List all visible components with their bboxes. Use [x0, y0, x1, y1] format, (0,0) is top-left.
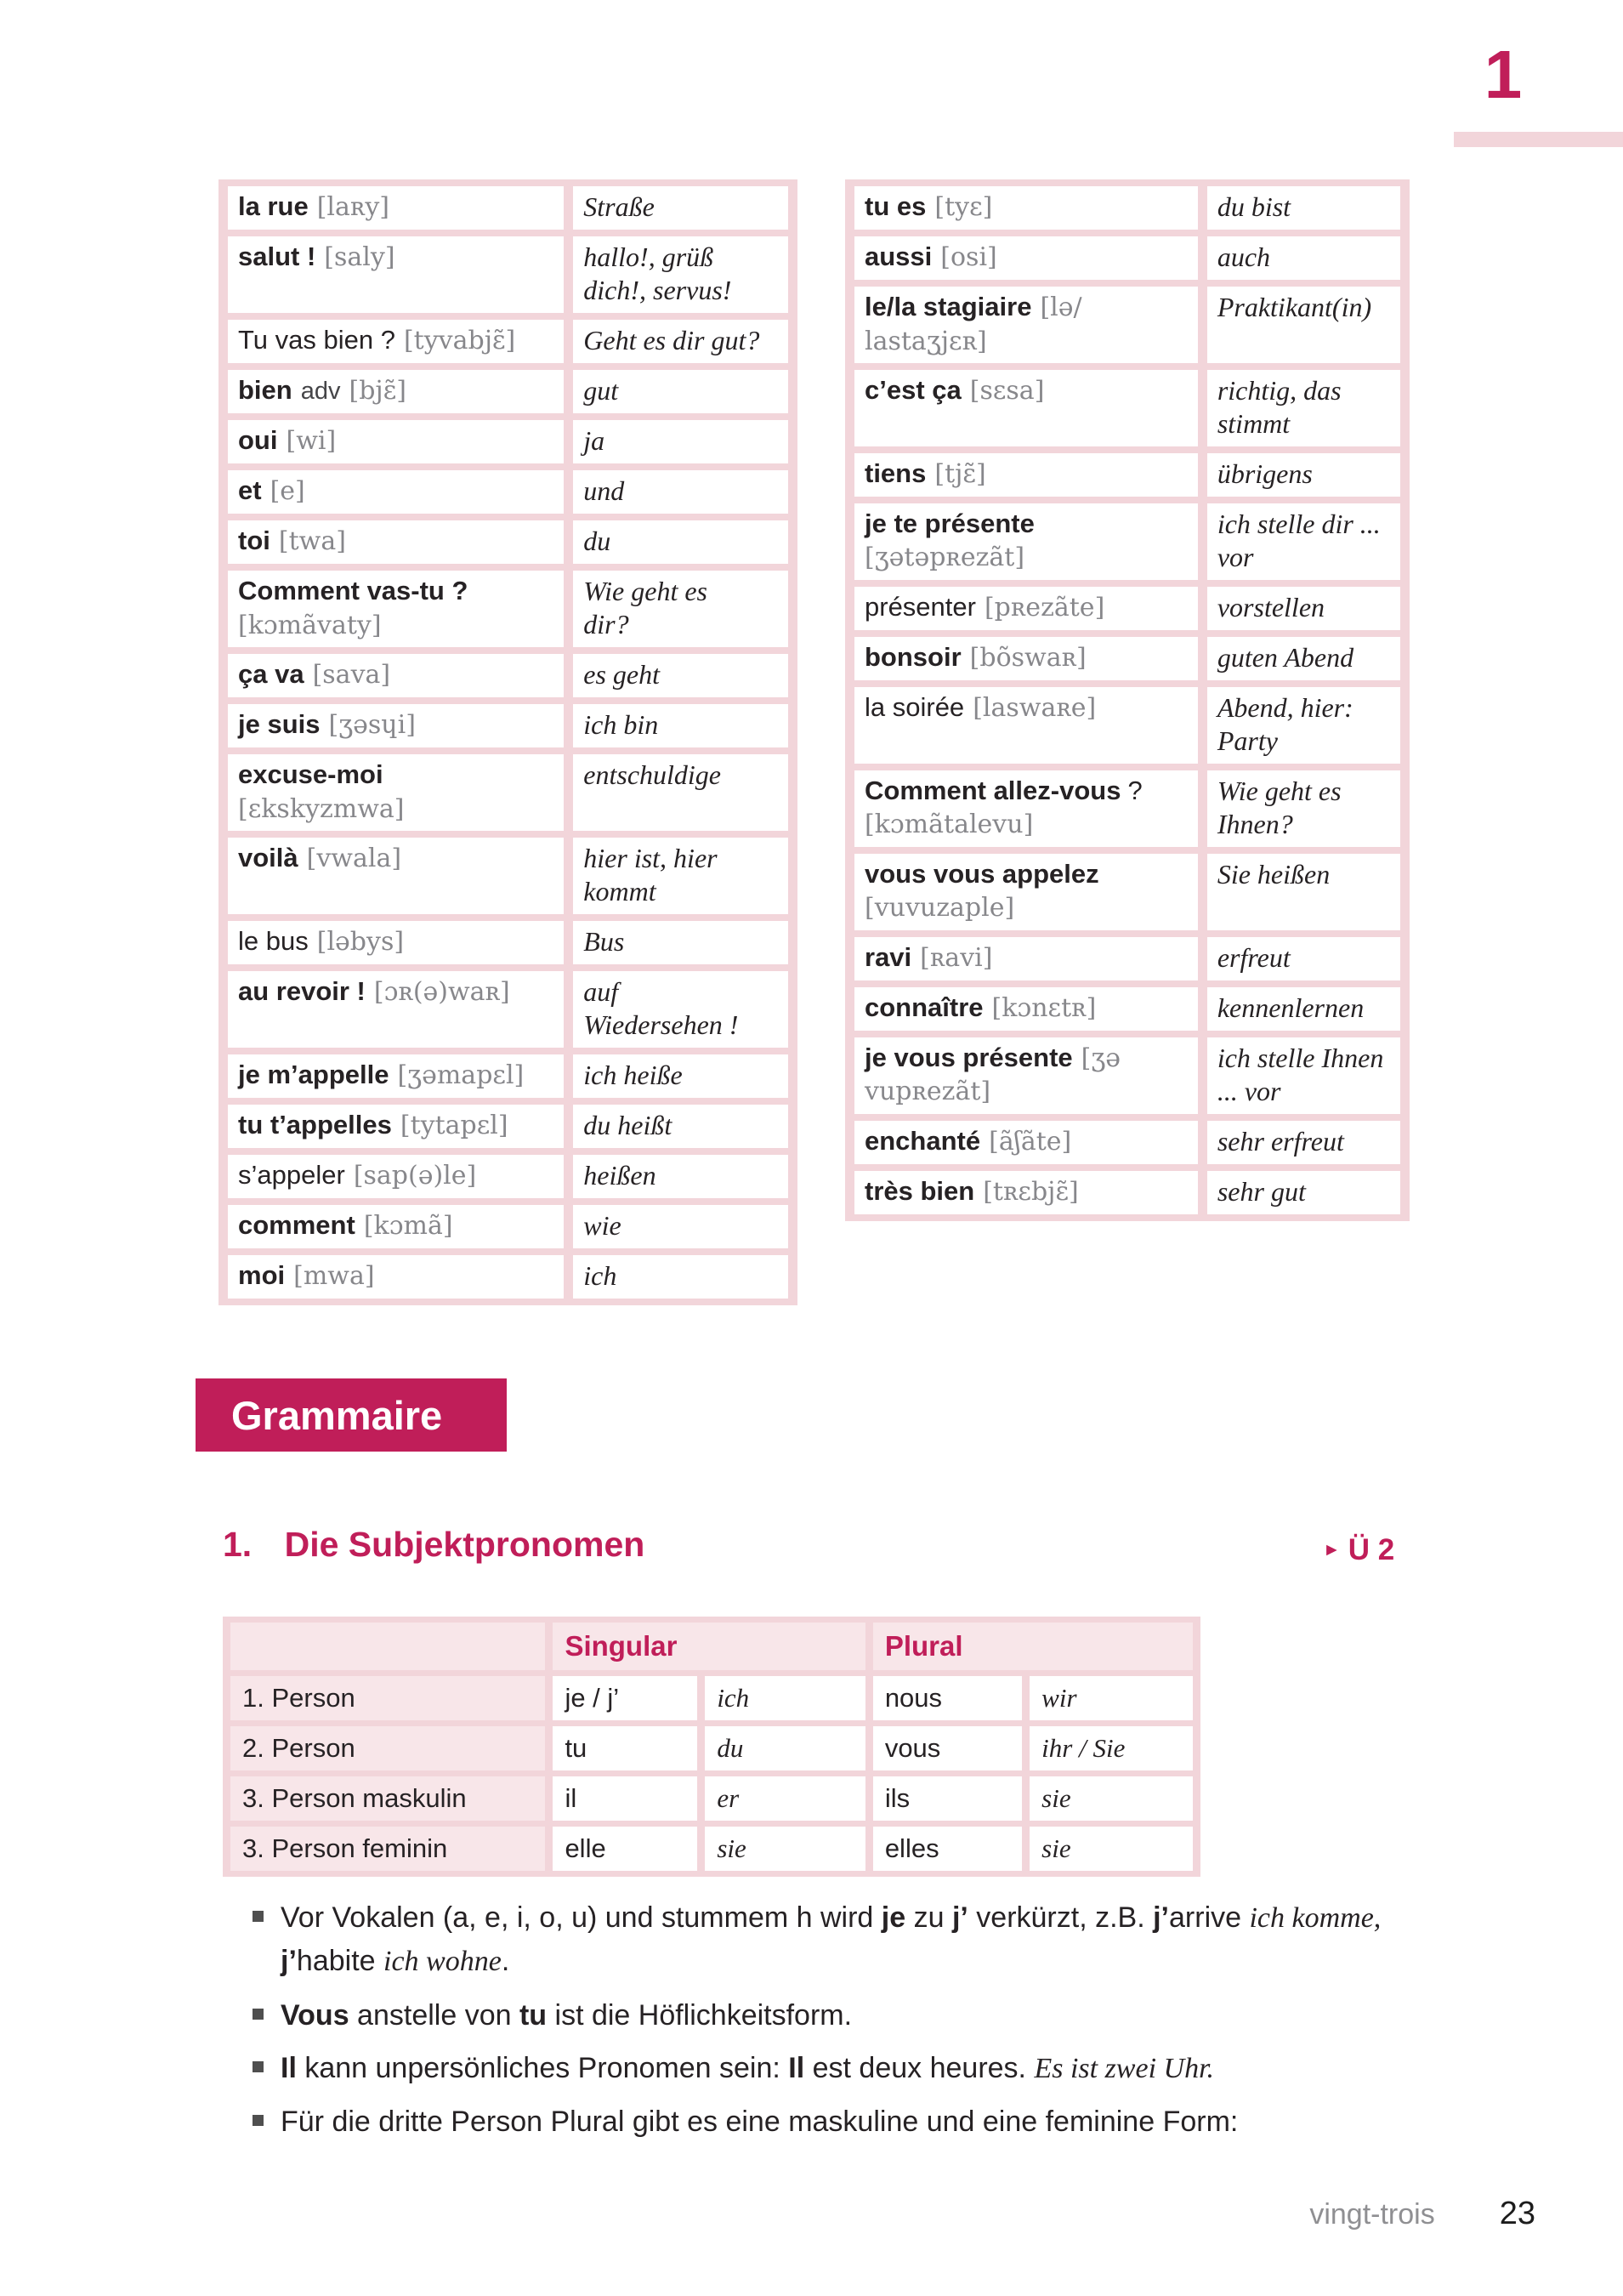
vocab-row	[228, 754, 788, 831]
pronoun-table-body	[230, 1676, 1193, 1871]
vocab-table-right-body	[854, 186, 1400, 1214]
french-term: oui	[238, 425, 278, 456]
french-term: bonsoir	[865, 641, 962, 672]
vocab-table-left-body	[228, 186, 788, 1299]
french-term: connaître	[865, 992, 984, 1022]
subsection-number: 1.	[223, 1525, 253, 1564]
vocab-row	[228, 704, 788, 747]
vocab-row	[854, 186, 1400, 230]
german-translation: ich bin	[573, 704, 788, 747]
german-translation: ja	[573, 420, 788, 463]
ipa-pronunciation: [ʒətəpʀezãt]	[865, 543, 1025, 573]
vocab-row	[854, 1037, 1400, 1114]
pronoun-table	[223, 1617, 1200, 1877]
french-entry	[854, 370, 1198, 446]
french-term: s’appeler	[238, 1160, 345, 1191]
french-term: je suis	[238, 709, 321, 740]
french-entry	[854, 186, 1198, 230]
note-item	[253, 1994, 1387, 2037]
vocab-row	[854, 770, 1400, 847]
french-term: vous vous appelez	[865, 859, 1099, 889]
german-pronoun-singular: sie	[705, 1827, 865, 1871]
exercise-reference-label: Ü 2	[1348, 1533, 1395, 1566]
french-pronoun-singular: tu	[553, 1726, 697, 1770]
grammar-notes-list	[253, 1896, 1387, 2154]
french-term: je vous présente	[865, 1042, 1073, 1072]
vocab-row	[854, 236, 1400, 280]
german-pronoun-singular: du	[705, 1726, 865, 1770]
german-translation: ich heiße	[573, 1054, 788, 1098]
pronoun-table-header-plural: Plural	[873, 1623, 1193, 1670]
french-term: et	[238, 475, 262, 506]
ipa-pronunciation: [osi]	[940, 242, 997, 273]
french-term: c’est ça	[865, 374, 962, 405]
french-term: très bien	[865, 1175, 975, 1206]
french-entry	[854, 453, 1198, 497]
note-text-segment: tu	[519, 1998, 548, 2032]
french-term: la rue	[238, 191, 309, 221]
note-item	[253, 2100, 1387, 2143]
ipa-pronunciation: [ʒə	[1081, 1043, 1121, 1073]
ipa-pronunciation: [kɔmãvaty]	[238, 610, 382, 640]
french-entry	[228, 186, 564, 230]
french-term: présenter	[865, 591, 976, 622]
french-entry	[854, 854, 1198, 930]
exercise-reference	[1323, 1533, 1394, 1567]
german-translation: ich	[573, 1255, 788, 1299]
german-translation: Geht es dir gut?	[573, 320, 788, 363]
person-label: 1. Person	[230, 1676, 545, 1720]
german-translation: hallo!, grüß dich!, servus!	[573, 236, 788, 313]
french-entry	[854, 1037, 1198, 1114]
ipa-pronunciation-continued: lastaʒjɛʀ]	[865, 326, 987, 356]
french-term: Tu vas bien ?	[238, 325, 395, 355]
vocab-row	[228, 520, 788, 564]
french-term: tu t’appelles	[238, 1110, 392, 1140]
ipa-pronunciation: [kɔnɛtʀ]	[991, 992, 1097, 1023]
note-text-segment: ich wohne	[383, 1946, 502, 1978]
vocab-list-left	[218, 179, 797, 1305]
ipa-pronunciation: [sava]	[312, 660, 391, 691]
note-text-segment: j’	[1153, 1901, 1170, 1934]
ipa-pronunciation: [tjɛ̃]	[934, 458, 986, 489]
vocab-table-left	[218, 179, 797, 1305]
pronoun-row	[230, 1726, 1193, 1770]
ipa-pronunciation: [ɔʀ(ə)waʀ]	[373, 977, 510, 1008]
french-term: ravi	[865, 941, 912, 972]
french-entry	[228, 971, 564, 1048]
french-pronoun-plural: ils	[873, 1776, 1022, 1821]
vocab-row	[228, 1205, 788, 1248]
grammaire-section-header	[196, 1378, 507, 1452]
french-term: voilà	[238, 843, 298, 872]
french-term: salut !	[238, 242, 316, 272]
ipa-pronunciation: [ʒəmapɛl]	[397, 1060, 525, 1091]
german-translation: vorstellen	[1207, 587, 1400, 630]
note-item	[253, 2047, 1387, 2090]
vocab-row	[854, 1121, 1400, 1164]
vocab-row	[854, 637, 1400, 680]
ipa-pronunciation: [tyvabjɛ̃]	[403, 326, 516, 356]
bullet-square-icon	[253, 1911, 264, 1922]
ipa-pronunciation: [ləbys]	[316, 927, 405, 958]
ipa-pronunciation: [bjɛ̃]	[349, 376, 406, 406]
german-pronoun-plural: sie	[1030, 1827, 1193, 1871]
french-entry	[854, 1121, 1198, 1164]
french-term: aussi	[865, 242, 933, 272]
french-term: le/la stagiaire	[865, 292, 1032, 322]
german-translation: ich stelle Ihnen ... vor	[1207, 1037, 1400, 1114]
french-entry	[228, 1105, 564, 1148]
note-text-segment: ist die Höflichkeitsform.	[547, 1998, 853, 2032]
note-text-segment: Il	[281, 2051, 297, 2084]
german-translation: du	[573, 520, 788, 564]
german-translation: guten Abend	[1207, 637, 1400, 680]
person-label: 3. Person maskulin	[230, 1776, 545, 1821]
ipa-pronunciation: [laswaʀe]	[973, 692, 1097, 723]
french-entry	[854, 1171, 1198, 1214]
note-text-segment: Für die dritte Person Plural gibt es eine maskuline und eine feminine Form:	[281, 2106, 1239, 2139]
vocab-list-right	[845, 179, 1410, 1221]
bullet-square-icon	[253, 2115, 264, 2126]
note-text-segment: .	[501, 1945, 510, 1978]
french-term: moi	[238, 1260, 286, 1291]
vocab-row	[228, 1155, 788, 1198]
german-translation: Wie geht es Ihnen?	[1207, 770, 1400, 847]
note-text-segment: habite	[296, 1945, 383, 1978]
note-text-segment: Es ist zwei Uhr.	[1034, 2052, 1215, 2084]
german-translation: es geht	[573, 654, 788, 697]
vocab-row	[228, 838, 788, 914]
vocab-row	[854, 453, 1400, 497]
subsection-heading	[223, 1525, 644, 1565]
french-term: ça va	[238, 659, 304, 690]
german-translation: hier ist, hier kommt	[573, 838, 788, 914]
pronoun-row	[230, 1676, 1193, 1720]
ipa-pronunciation: [mwa]	[293, 1261, 375, 1292]
french-entry	[228, 236, 564, 313]
pronoun-row	[230, 1827, 1193, 1871]
vocab-row	[854, 587, 1400, 630]
french-entry	[228, 320, 564, 363]
note-text-segment: Il	[788, 2051, 805, 2084]
french-entry	[228, 704, 564, 747]
ipa-pronunciation: [e]	[270, 476, 305, 507]
french-entry	[854, 937, 1198, 980]
vocab-row	[228, 370, 788, 413]
ipa-pronunciation-continued: vupʀezãt]	[865, 1077, 991, 1107]
german-translation: wie	[573, 1205, 788, 1248]
vocab-row	[854, 687, 1400, 764]
vocab-row	[228, 470, 788, 514]
ipa-pronunciation: [tʀɛbjɛ̃]	[983, 1176, 1079, 1207]
french-pronoun-singular: elle	[553, 1827, 697, 1871]
ipa-pronunciation: [ãʃãte]	[989, 1126, 1072, 1157]
note-text-segment: je	[881, 1901, 906, 1934]
french-pronoun-singular: je / j’	[553, 1676, 697, 1720]
pronoun-table-corner-cell	[230, 1623, 545, 1670]
german-translation: kennenlernen	[1207, 987, 1400, 1031]
page-number-word: vingt-trois	[1309, 2198, 1435, 2231]
french-term-suffix: ?	[1127, 775, 1143, 805]
vocab-row	[228, 1105, 788, 1148]
ipa-pronunciation: [vwala]	[306, 844, 402, 873]
french-term: Comment allez-vous	[865, 775, 1121, 805]
vocab-row	[854, 287, 1400, 363]
german-translation: Bus	[573, 921, 788, 964]
french-pronoun-plural: vous	[873, 1726, 1022, 1770]
note-item	[253, 1896, 1387, 1984]
french-entry	[854, 687, 1198, 764]
german-translation: entschuldige	[573, 754, 788, 831]
vocab-row	[228, 571, 788, 647]
ipa-pronunciation: [sap(ə)le]	[353, 1161, 477, 1191]
french-entry	[228, 470, 564, 514]
note-text-segment: j’	[281, 1945, 297, 1978]
vocab-row	[228, 320, 788, 363]
note-text-segment: arrive	[1169, 1901, 1250, 1934]
triangle-arrow-icon: ►	[1323, 1540, 1341, 1560]
french-entry	[228, 520, 564, 564]
subsection-title: Die Subjektpronomen	[284, 1525, 645, 1564]
french-term: la soirée	[865, 691, 965, 722]
note-text-segment: ich komme,	[1249, 1902, 1382, 1934]
german-translation: Sie heißen	[1207, 854, 1400, 930]
german-translation: ich stelle dir ... vor	[1207, 503, 1400, 580]
ipa-pronunciation: [tyɛ]	[934, 192, 993, 222]
french-term: le bus	[238, 926, 309, 957]
french-entry	[854, 236, 1198, 280]
german-translation: gut	[573, 370, 788, 413]
french-term: excuse-moi	[238, 759, 383, 790]
french-entry	[228, 571, 564, 647]
french-entry	[228, 1205, 564, 1248]
german-translation: auf Wiedersehen !	[573, 971, 788, 1048]
french-term: toi	[238, 526, 270, 556]
pronoun-table-header-singular: Singular	[553, 1623, 865, 1670]
french-pronoun-plural: elles	[873, 1827, 1022, 1871]
vocab-row	[854, 1171, 1400, 1214]
french-term: je m’appelle	[238, 1060, 389, 1090]
german-pronoun-singular: er	[705, 1776, 865, 1821]
vocab-row	[228, 420, 788, 463]
french-pronoun-singular: il	[553, 1776, 697, 1821]
german-pronoun-singular: ich	[705, 1676, 865, 1720]
german-translation: sehr erfreut	[1207, 1121, 1400, 1164]
ipa-pronunciation: [tytapɛl]	[400, 1111, 508, 1141]
ipa-pronunciation: [twa]	[278, 526, 346, 557]
bullet-square-icon	[253, 2061, 264, 2072]
page-footer	[1309, 2196, 1535, 2232]
ipa-pronunciation: [kɔmã]	[363, 1211, 453, 1242]
german-translation: du bist	[1207, 186, 1400, 230]
note-text-segment: verkürzt, z.B.	[968, 1901, 1154, 1934]
french-term: tu es	[865, 191, 927, 221]
german-translation: erfreut	[1207, 937, 1400, 980]
ipa-pronunciation: [ʒəsɥi]	[328, 710, 416, 741]
pronoun-table-head	[230, 1623, 1193, 1670]
unit-accent-bar	[1454, 132, 1623, 147]
unit-number: 1	[1484, 37, 1523, 112]
bullet-square-icon	[253, 2009, 264, 2020]
vocab-row	[228, 971, 788, 1048]
french-entry	[228, 1155, 564, 1198]
vocab-row	[854, 854, 1400, 930]
german-translation: übrigens	[1207, 453, 1400, 497]
ipa-pronunciation: [pʀezãte]	[984, 592, 1105, 622]
vocab-row	[228, 186, 788, 230]
french-entry	[854, 287, 1198, 363]
ipa-pronunciation: [sɛsa]	[969, 375, 1045, 406]
french-term: tiens	[865, 457, 927, 488]
note-text-segment: kann unpersönliches Pronomen sein:	[296, 2051, 789, 2084]
vocab-row	[228, 654, 788, 697]
ipa-pronunciation: [laʀy]	[316, 192, 389, 222]
french-term: comment	[238, 1210, 355, 1241]
pronoun-table-header-row	[230, 1623, 1193, 1670]
note-text-segment: anstelle von	[349, 1998, 519, 2032]
french-entry	[228, 1054, 564, 1098]
french-entry	[228, 420, 564, 463]
german-translation: richtig, das stimmt	[1207, 370, 1400, 446]
vocab-row	[854, 937, 1400, 980]
german-translation: sehr gut	[1207, 1171, 1400, 1214]
french-entry	[854, 587, 1198, 630]
ipa-pronunciation: [wi]	[286, 426, 337, 457]
german-pronoun-plural: ihr / Sie	[1030, 1726, 1193, 1770]
ipa-pronunciation: [kɔmãtalevu]	[865, 810, 1034, 840]
french-entry	[854, 770, 1198, 847]
note-text-segment: Vous	[281, 1998, 349, 2032]
german-translation: heißen	[573, 1155, 788, 1198]
french-entry	[228, 1255, 564, 1299]
ipa-pronunciation: [bõswaʀ]	[969, 642, 1087, 673]
ipa-pronunciation: [lə/	[1040, 293, 1082, 323]
german-translation: Abend, hier: Party	[1207, 687, 1400, 764]
french-term: au revoir !	[238, 976, 366, 1007]
german-pronoun-plural: sie	[1030, 1776, 1193, 1821]
vocab-row	[854, 370, 1400, 446]
french-entry	[228, 754, 564, 831]
ipa-pronunciation: [saly]	[324, 242, 395, 273]
vocab-row	[228, 921, 788, 964]
ipa-pronunciation: [ʀavi]	[920, 942, 993, 973]
german-translation: Wie geht es dir?	[573, 571, 788, 647]
french-pronoun-plural: nous	[873, 1676, 1022, 1720]
pronoun-row	[230, 1776, 1193, 1821]
person-label: 2. Person	[230, 1726, 545, 1770]
french-entry	[854, 503, 1198, 580]
page-number: 23	[1499, 2196, 1535, 2231]
note-text-segment: zu	[905, 1901, 952, 1934]
note-text-segment: j’	[951, 1901, 968, 1934]
french-entry	[854, 637, 1198, 680]
vocab-row	[228, 1255, 788, 1299]
german-pronoun-plural: wir	[1030, 1676, 1193, 1720]
person-label: 3. Person feminin	[230, 1827, 545, 1871]
ipa-pronunciation: [vuvuzaple]	[865, 893, 1015, 924]
ipa-pronunciation: [ɛkskyzmwa]	[238, 793, 405, 824]
note-text-segment: Vor Vokalen (a, e, i, o, u) und stummem h wird	[281, 1901, 882, 1934]
vocab-row	[854, 987, 1400, 1031]
vocab-row	[228, 236, 788, 313]
german-translation: du heißt	[573, 1105, 788, 1148]
grammaire-title: Grammaire	[231, 1392, 443, 1438]
french-term: enchanté	[865, 1125, 981, 1156]
german-translation: Straße	[573, 186, 788, 230]
french-entry	[228, 921, 564, 964]
french-term: Comment vas-tu ?	[238, 576, 468, 606]
french-term: je te présente	[865, 508, 1035, 538]
vocab-row	[854, 503, 1400, 580]
vocab-row	[228, 1054, 788, 1098]
french-entry	[228, 838, 564, 914]
part-of-speech-label: adv	[300, 378, 341, 406]
french-entry	[854, 987, 1198, 1031]
note-text-segment: est deux heures.	[804, 2051, 1035, 2084]
vocab-table-right	[845, 179, 1410, 1221]
french-entry	[228, 370, 564, 413]
german-translation: und	[573, 470, 788, 514]
german-translation: Praktikant(in)	[1207, 287, 1400, 363]
french-term: bien	[238, 375, 292, 406]
french-entry	[228, 654, 564, 697]
german-translation: auch	[1207, 236, 1400, 280]
